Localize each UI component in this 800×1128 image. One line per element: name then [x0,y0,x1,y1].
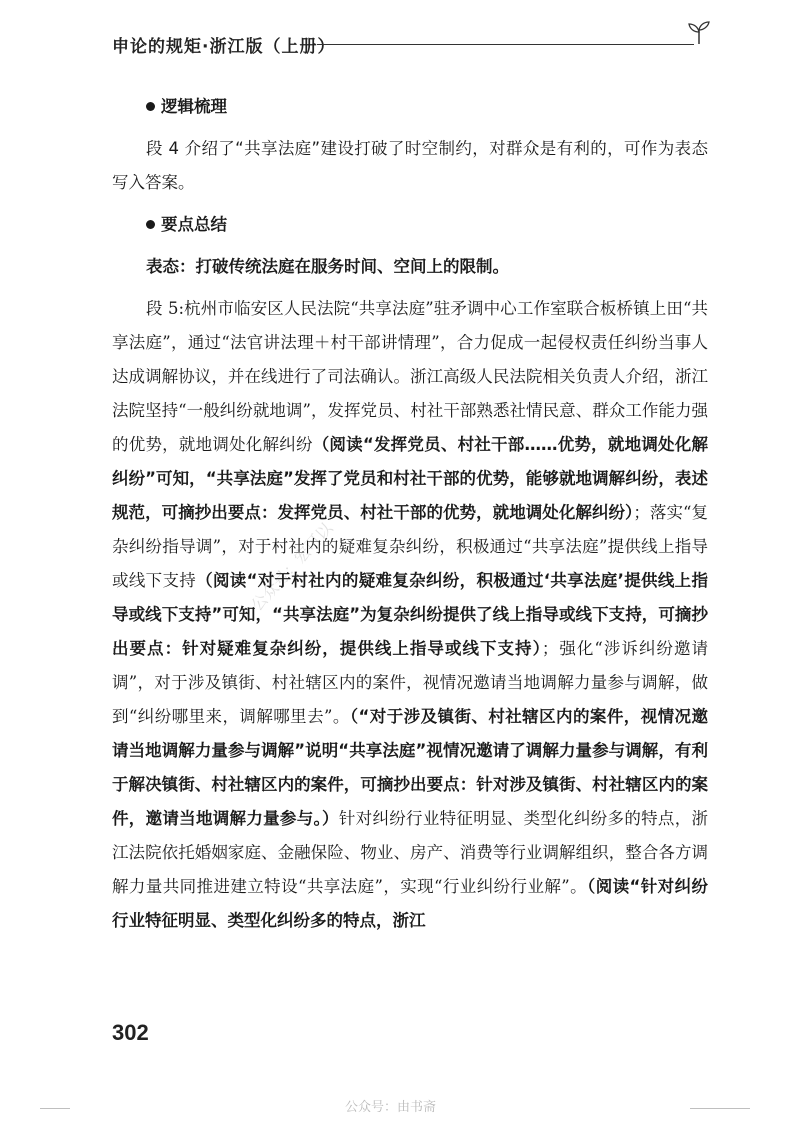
diagonal-watermark: 公众号：宏可以 [247,518,337,615]
page-number: 302 [112,1020,149,1045]
page-content [112,90,708,938]
logic-text: 段 4 介绍了“共享法庭”建设打破了时空制约，对群众是有利的，可作为表态写入答案。 [112,139,708,192]
bullet-icon [146,102,155,111]
analysis-text: （“对于涉及镇街、村社辖区内的案件，视情况邀请当地调解力量参与调解”说明“共享法庭”视情况邀请了调解力量参与调解，有利于解决镇街、村社辖区内的案件，可摘抄出要点：针对涉及镇街、村社辖区内的案件，邀请当地调解力量参与。） [112,707,708,828]
book-title: 申论的规矩·浙江版（上册） [112,37,336,57]
scan-artifact [690,1108,750,1109]
paragraph-5 [112,292,708,938]
summary-heading: 要点总结 [112,208,708,242]
quote-text: ；强化“涉诉纠纷邀请调”，对于涉及镇街、村社辖区内的案件，视情况邀请当地调解力量参与调解，做到“纠纷哪里来，调解哪里去”。 [112,639,709,726]
analysis-text: （阅读“对于村社内的疑难复杂纠纷，积极通过‘共享法庭’提供线上指导或线下支持”可知，“共享法庭”为复杂纠纷提供了线上指导或线下支持，可摘抄出要点：针对疑难复杂纠纷，提供线上指导或线下支持） [112,571,709,658]
quote-text: 针对纠纷行业特征明显、类型化纠纷多的特点，浙江法院依托婚姻家庭、金融保险、物业、房产、消费等行业调解组织，整合各方调解力量共同推进建立特设“共享法庭”，实现“行业纠纷行业解”。 [112,809,709,896]
summary-text: 表态：打破传统法庭在服务时间、空间上的限制。 [146,257,509,276]
logic-heading: 逻辑梳理 [112,90,708,124]
header-rule [317,44,694,45]
bullet-icon [146,220,155,229]
quote-text: ；落实“复杂纠纷指导调”，对于村社内的疑难复杂纠纷，积极通过“共享法庭”提供线上指导或线下支持 [112,503,709,590]
sprout-icon [686,20,712,46]
analysis-text: （阅读“针对纠纷行业特征明显、类型化纠纷多的特点，浙江 [112,877,708,930]
scan-artifact [40,1108,70,1109]
bottom-watermark: 公众号：由书斋 [345,1100,437,1115]
quote-text: 段 5:杭州市临安区人民法院“共享法庭”驻矛调中心工作室联合板桥镇上田“共享法庭”，通过“法官讲法理＋村干部讲情理”，合力促成一起侵权责任纠纷当事人达成调解协议，并在线进行了司法确认。浙江高级人民法院相关负责人介绍，浙江法院坚持“一般纠纷就地调”，发挥党员、村社干部熟悉社情民意、群众工作能力强的优势，就地调处化解纠纷 [112,299,708,454]
running-header [112,30,712,60]
analysis-text: （阅读“发挥党员、村社干部……优势，就地调处化解纠纷”可知，“共享法庭”发挥了党员和村社干部的优势，能够就地调解纠纷，表述规范，可摘抄出要点：发挥党员、村社干部的优势，就地调处化解纠纷） [112,435,708,522]
